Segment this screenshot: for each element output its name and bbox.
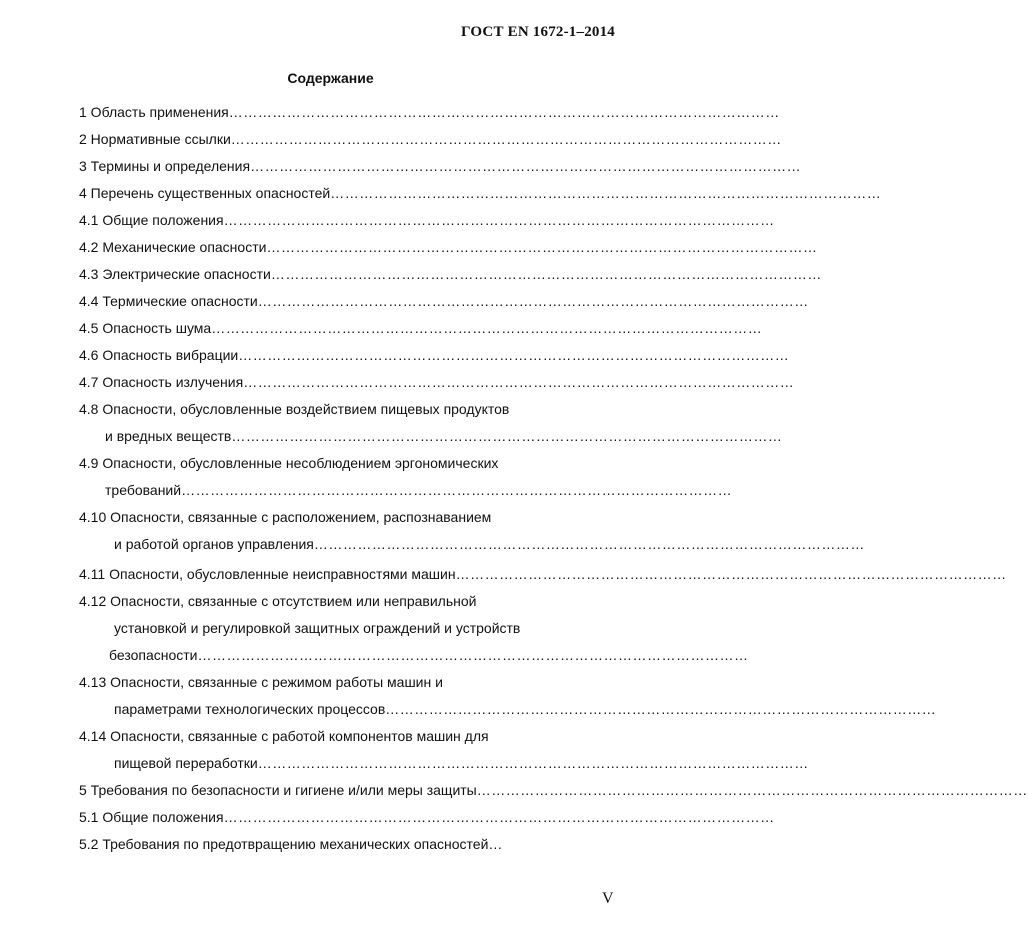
toc-entry — [79, 102, 780, 122]
toc-leader-dots: …………………………………………………………………………………………………… — [228, 104, 780, 120]
toc-entry — [79, 834, 502, 854]
toc-entry — [79, 318, 763, 338]
toc-entry-text: 3 Термины и определения — [79, 158, 251, 174]
toc-leader-dots: …………………………………………………………………………………………………… — [266, 239, 818, 255]
toc-entry — [79, 807, 775, 827]
toc-entry — [79, 345, 790, 365]
toc-entry — [79, 564, 1007, 584]
toc-entry-text: установкой и регулировкой защитных ограждений и устройств — [114, 620, 521, 636]
toc-entry-text: 1 Область применения — [79, 104, 229, 120]
toc-entry-text: 5.2 Требования по предотвращению механических опасностей… — [79, 836, 503, 852]
toc-entry-text: 4.10 Опасности, связанные с расположением, распознаванием — [79, 509, 492, 525]
toc-entry-text: безопасности — [109, 647, 198, 663]
toc-leader-dots: …………………………………………………………………………………………………… — [455, 566, 1007, 582]
toc-leader-dots: …………………………………………………………………………………………………… — [231, 428, 783, 444]
toc-leader-dots: …………………………………………………………………………………………………… — [257, 293, 809, 309]
toc-entry-text: 4.14 Опасности, связанные с работой компонентов машин для — [79, 728, 489, 744]
toc-entry — [79, 507, 491, 527]
page-number: V — [602, 890, 614, 907]
toc-entry-text: параметрами технологических процессов — [114, 701, 386, 717]
toc-leader-dots: …………………………………………………………………………………………………… — [238, 347, 790, 363]
toc-leader-dots: …………………………………………………………………………………………………… — [257, 755, 809, 771]
toc-entry — [79, 183, 882, 203]
toc-entry-text: 4 Перечень существенных опасностей — [79, 185, 331, 201]
toc-entry-text: требований — [105, 482, 182, 498]
toc-entry-text: 4.6 Опасность вибрации — [79, 347, 239, 363]
toc-leader-dots: …………………………………………………………………………………………………… — [385, 701, 937, 717]
toc-entry-text: 4.5 Опасность шума — [79, 320, 212, 336]
toc-entry — [114, 534, 865, 554]
toc-entry — [79, 129, 782, 149]
toc-entry-text: 4.7 Опасность излучения — [79, 374, 244, 390]
toc-entry-text: 4.12 Опасности, связанные с отсутствием или неправильной — [79, 593, 477, 609]
toc-entry — [79, 237, 818, 257]
toc-entry-text: 2 Нормативные ссылки — [79, 131, 231, 147]
toc-leader-dots: …………………………………………………………………………………………………… — [330, 185, 882, 201]
toc-entry — [79, 399, 509, 419]
toc-entry — [105, 480, 733, 500]
toc-entry-text: 4.13 Опасности, связанные с режимом работы машин и — [79, 674, 443, 690]
toc-entry — [79, 453, 498, 473]
toc-leader-dots: …………………………………………………………………………………………………… — [223, 212, 775, 228]
toc-entry — [79, 156, 802, 176]
toc-leader-dots: …………………………………………………………………………………………………… — [181, 482, 733, 498]
toc-leader-dots: …………………………………………………………………………………………………… — [313, 536, 865, 552]
toc-leader-dots: …………………………………………………………………………………………………… — [197, 647, 749, 663]
toc-entry-text: 4.3 Электрические опасности — [79, 266, 271, 282]
toc-entry — [114, 618, 520, 638]
toc-leader-dots: …………………………………………………………………………………………………… — [211, 320, 763, 336]
page-title: Содержание — [287, 70, 374, 86]
toc-entry — [79, 672, 443, 692]
toc-entry-text: 4.4 Термические опасности — [79, 293, 258, 309]
toc-entry — [79, 210, 775, 230]
toc-entry — [79, 291, 809, 311]
toc-entry-text: 5.1 Общие положения — [79, 809, 224, 825]
toc-leader-dots: …………………………………………………………………………………………………… — [250, 158, 802, 174]
toc-leader-dots: …………………………………………………………………………………………………… — [476, 782, 1028, 798]
toc-entry — [79, 780, 1028, 800]
toc-entry-text: 4.11 Опасности, обусловленные неисправностями машин — [79, 566, 456, 582]
toc-entry-text: 5 Требования по безопасности и гигиене и/или меры защиты — [79, 782, 477, 798]
toc-entry-text: 4.2 Механические опасности — [79, 239, 267, 255]
toc-leader-dots: …………………………………………………………………………………………………… — [243, 374, 795, 390]
toc-entry — [79, 372, 795, 392]
toc-entry-text: 4.1 Общие положения — [79, 212, 224, 228]
toc-leader-dots: …………………………………………………………………………………………………… — [230, 131, 782, 147]
toc-entry — [114, 699, 937, 719]
toc-leader-dots: …………………………………………………………………………………………………… — [223, 809, 775, 825]
toc-entry — [79, 264, 822, 284]
toc-entry-text: и работой органов управления — [114, 536, 314, 552]
toc-entry — [79, 591, 476, 611]
toc-entry — [114, 753, 809, 773]
toc-entry-text: пищевой переработки — [114, 755, 258, 771]
toc-entry-text: 4.8 Опасности, обусловленные воздействием пищевых продуктов — [79, 401, 510, 417]
toc-entry — [109, 645, 749, 665]
toc-entry-text: 4.9 Опасности, обусловленные несоблюдением эргономических — [79, 455, 499, 471]
toc-entry — [79, 726, 489, 746]
toc-leader-dots: …………………………………………………………………………………………………… — [270, 266, 822, 282]
toc-entry-text: и вредных веществ — [105, 428, 232, 444]
toc-entry — [105, 426, 783, 446]
document-code-header: ГОСТ EN 1672-1–2014 — [461, 24, 615, 40]
